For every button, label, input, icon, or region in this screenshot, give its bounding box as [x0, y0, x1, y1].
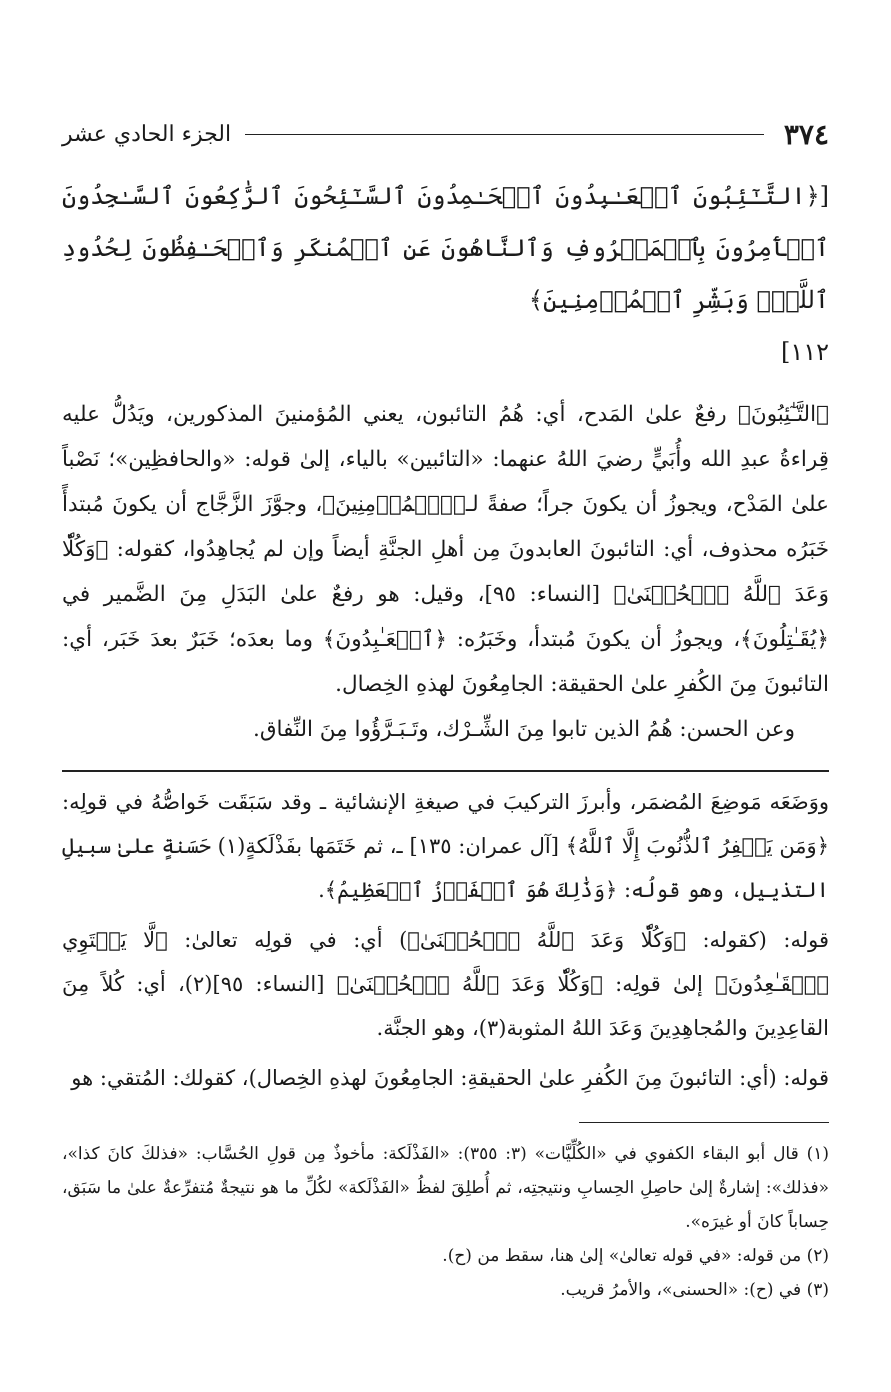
gloss-section	[62, 780, 829, 1100]
page-number: ٣٧٤	[783, 117, 829, 151]
part-title: الجزء الحادي عشر	[62, 121, 232, 147]
main-commentary	[62, 392, 829, 752]
verse-text: [﴿التَّـٰٓئِبُونَ ٱلۡعَـٰبِدُونَ ٱلۡحَـٰمِدُونَ ٱلسَّـٰٓئِحُونَ ٱلرَّٰكِعُونَ ٱلسَّـٰجِدُونَ ٱلۡأٓمِرُونَ بِٱلۡمَعۡرُوفِ وَٱلنَّاهُونَ عَنِ ٱلۡمُنكَرِ وَٱلۡحَـٰفِظُونَ لِحُدُودِ ٱللَّهِۗ وَبَشِّرِ ٱلۡمُؤۡمِنِينَ﴾	[62, 182, 829, 314]
footnote-2: (٢) من قوله: «في قوله تعالىٰ» إلىٰ هنا، سقط من (ح).	[442, 1246, 829, 1266]
page-header	[62, 112, 829, 156]
gloss-paragraph-1: ووَضَعَه مَوضِعَ المُضمَر، وأبرزَ التركيبَ في صيغةِ الإنشائية ـ وقد سَبَقَت خَواصُّهُ في قولِه: ﴿وَمَن يَغۡفِرُ ٱلذُّنُوبَ إِلَّا ٱللَّهُ﴾ [آل عمران: ١٣٥] ـ، ثم خَتَمَها بفَذْلَكةٍ(١) حَسَنةٍ علىٰ سبيلِ التذييل، وهو قولُه: ﴿وَذَٰلِكَ هُوَ ٱلۡفَوۡزُ ٱلۡعَظِيمُ﴾.	[62, 790, 829, 902]
section-divider	[62, 770, 829, 772]
header-rule	[245, 134, 764, 135]
footnote-1: (١) قال أبو البقاء الكفوي في «الكُلِّيَّات» (٣: ٣٥٥): «الفَذْلَكة: مأخوذٌ مِن قولِ الحُسَّاب: «فذلكَ كانَ كذا»، «فذلك»: إشارةٌ إلىٰ حاصِلِ الحِسابِ ونتيجتِه، ثم أُطلِقَ لفظُ «الفَذْلَكة» لكُلِّ ما هو نتيجةٌ مُتفرِّعةٌ علىٰ ما سَبَق، حِساباً كانَ أو غيرَه».	[62, 1144, 829, 1232]
footnotes	[62, 1137, 829, 1307]
footnote-3: (٣) في (ح): «الحسنى»، والأمرُ قريب.	[560, 1280, 829, 1300]
gloss-paragraph-2: قوله: (كقوله: ﴿وَكُلّٗا وَعَدَ ٱللَّهُ ٱلۡحُسۡنَىٰ﴾) أي: في قولِه تعالىٰ: ﴿لَّا يَسۡتَوِي ٱلۡقَـٰعِدُونَ﴾ إلىٰ قولِه: ﴿وَكُلّٗا وَعَدَ ٱللَّهُ ٱلۡحُسۡنَىٰ﴾ [النساء: ٩٥](٢)، أي: كُلاً مِنَ القاعِدِينَ والمُجاهِدِينَ وَعَدَ اللهُ المثوبة(٣)، وهو الجنَّة.	[62, 928, 829, 1040]
verse-reference: ١١٢]	[780, 338, 829, 366]
quran-verse	[62, 170, 829, 378]
footnote-divider	[579, 1122, 829, 1123]
commentary-paragraph-1: ﴿التَّـٰٓئِبُونَ﴾ رفعٌ علىٰ المَدح، أي: هُمُ التائبون، يعني المُؤمنينَ المذكورين، ويَدُلُّ عليه قِراءةُ عبدِ الله وأُبَيٍّ رضيَ اللهُ عنهما: «التائبين» بالياء، إلىٰ قوله: «والحافظِين»؛ نَصْباً علىٰ المَدْح، ويجوزُ أن يكونَ جراً؛ صفةً لـ﴿ٱلۡمُؤۡمِنِينَ﴾، وجوَّزَ الزَّجَّاج أن يكونَ مُبتدأً خَبَرُه محذوف، أي: التائبونَ العابدونَ مِن أهلِ الجنَّةِ أيضاً وإن لم يُجاهِدُوا، كقوله: ﴿وَكُلّٗا وَعَدَ ٱللَّهُ ٱلۡحُسۡنَىٰ﴾ [النساء: ٩٥]، وقيل: هو رفعٌ علىٰ البَدَلِ مِنَ الضَّمير في ﴿يُقَـٰتِلُونَ﴾، ويجوزُ أن يكونَ مُبتدأ، وخَبَرُه: ﴿ٱلۡعَـٰبِدُونَ﴾ وما بعدَه؛ خَبَرٌ بعدَ خَبَر، أي: التائبونَ مِنَ الكُفرِ علىٰ الحقيقة: الجامِعُونَ لهذهِ الخِصال.	[62, 402, 829, 697]
gloss-paragraph-3: قوله: (أي: التائبونَ مِنَ الكُفرِ علىٰ الحقيقةِ: الجامِعُونَ لهذهِ الخِصال)، كقولك: المُتقي: هو	[71, 1066, 829, 1090]
commentary-paragraph-2: وعن الحسن: هُمُ الذين تابوا مِنَ الشِّـرْك، وتَـبَـرَّؤُوا مِنَ النِّفاق.	[253, 717, 795, 742]
